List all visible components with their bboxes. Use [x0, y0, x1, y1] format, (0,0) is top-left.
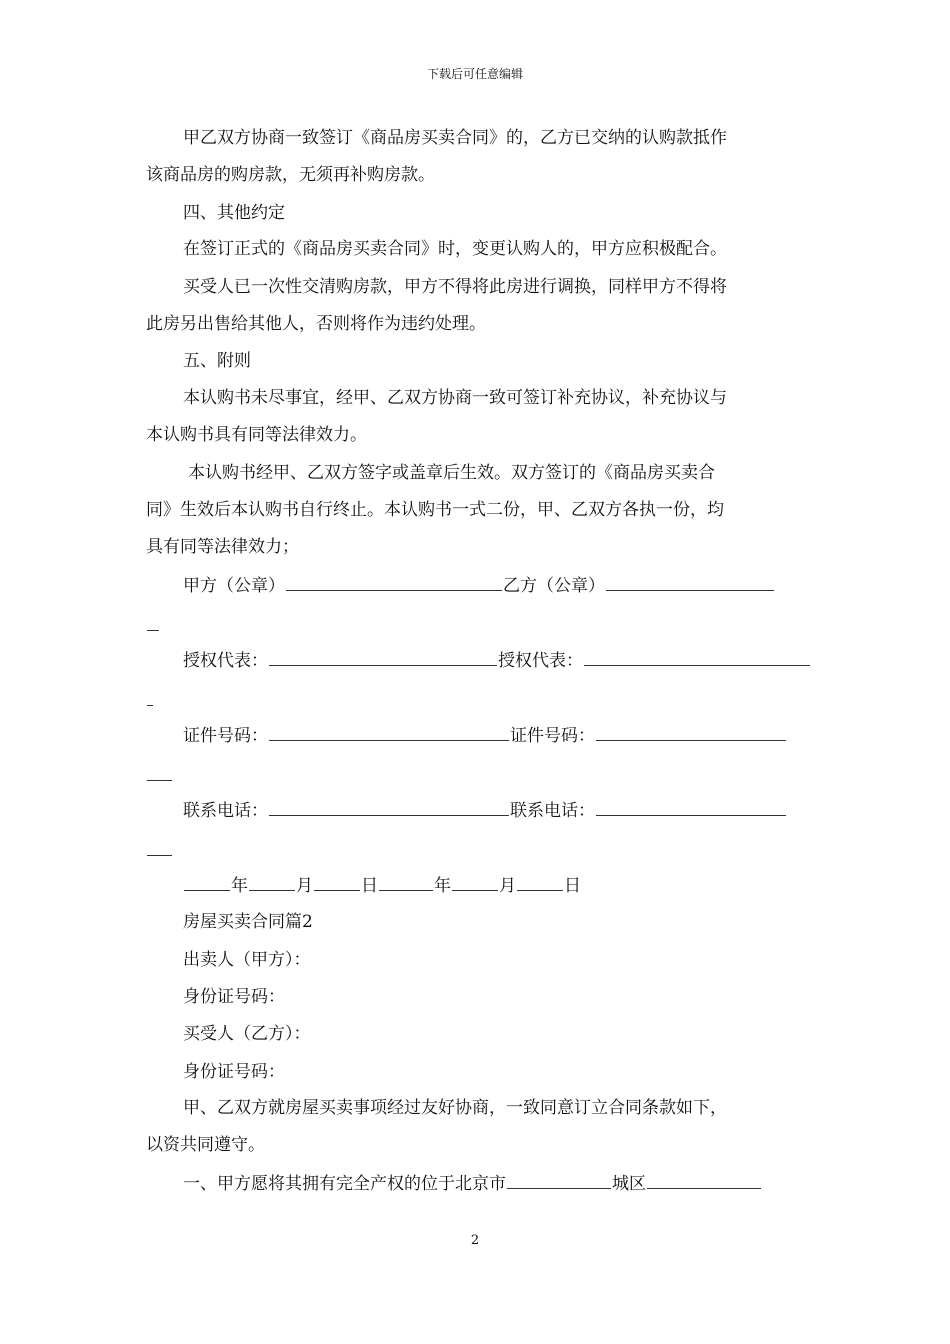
paragraph-line: 本认购书具有同等法律效力。: [146, 425, 367, 445]
buyer-id-label: 身份证号码：: [183, 1062, 285, 1082]
blank-overflow: [147, 613, 159, 631]
paragraph-line: 具有同等法律效力；: [146, 537, 299, 557]
id-b-blank[interactable]: [596, 723, 786, 741]
signature-row-overflow: [146, 688, 154, 712]
seller-id-label: 身份证号码：: [183, 987, 285, 1007]
signature-row-phone: [183, 798, 787, 822]
section-heading-4: 四、其他约定: [183, 203, 285, 223]
paragraph-line: 在签订正式的《商品房买卖合同》时，变更认购人的，甲方应积极配合。: [183, 239, 727, 259]
city-blank[interactable]: [507, 1171, 611, 1189]
month-a-blank[interactable]: [249, 873, 295, 891]
month-label: 月: [499, 876, 516, 896]
id-a-label: 证件号码：: [183, 726, 268, 746]
rep-b-label: 授权代表：: [498, 651, 583, 671]
buyer-label: 买受人（乙方）：: [183, 1024, 311, 1044]
year-b-blank[interactable]: [379, 873, 433, 891]
party-a-seal-label: 甲方（公章）: [183, 576, 285, 596]
phone-a-label: 联系电话：: [183, 801, 268, 821]
paragraph-line: 买受人已一次性交清购房款，甲方不得将此房进行调换，同样甲方不得将: [183, 277, 727, 297]
day-a-blank[interactable]: [314, 873, 360, 891]
month-b-blank[interactable]: [452, 873, 498, 891]
id-a-blank[interactable]: [269, 723, 509, 741]
paragraph-line: 本认购书未尽事宜，经甲、乙双方协商一致可签订补充协议，补充协议与: [183, 388, 727, 408]
day-label: 日: [564, 876, 581, 896]
signature-row-rep: [183, 648, 811, 672]
signature-row-overflow: [146, 613, 160, 637]
phone-b-label: 联系电话：: [510, 801, 595, 821]
year-label: 年: [434, 876, 451, 896]
blank-overflow: [147, 838, 172, 856]
paragraph-line: 本认购书经甲、乙双方签字或盖章后生效。双方签订的《商品房买卖合: [188, 463, 715, 483]
blank-overflow: [147, 763, 172, 781]
paragraph-line: 该商品房的购房款，无须再补购房款。: [146, 165, 435, 185]
rep-a-blank[interactable]: [269, 648, 497, 666]
rep-a-label: 授权代表：: [183, 651, 268, 671]
party-b-seal-label: 乙方（公章）: [503, 576, 605, 596]
signature-row-overflow: [146, 763, 173, 787]
month-label: 月: [296, 876, 313, 896]
signature-row-seal: [183, 573, 775, 597]
year-a-blank[interactable]: [184, 873, 230, 891]
party-b-seal-blank[interactable]: [606, 573, 774, 591]
section-heading-5: 五、附则: [183, 351, 251, 371]
day-b-blank[interactable]: [517, 873, 563, 891]
district-label: 城区: [612, 1174, 646, 1194]
blank-overflow: [147, 688, 153, 706]
paragraph-line: 甲、乙双方就房屋买卖事项经过友好协商，一致同意订立合同条款如下，: [183, 1098, 727, 1118]
clause-1-text: 一、甲方愿将其拥有完全产权的位于北京市: [183, 1174, 506, 1194]
phone-a-blank[interactable]: [269, 798, 509, 816]
seller-label: 出卖人（甲方）：: [183, 950, 311, 970]
paragraph-line: 同》生效后本认购书自行终止。本认购书一式二份，甲、乙双方各执一份，均: [146, 500, 724, 520]
page-header: 下载后可任意编辑: [426, 67, 523, 81]
id-b-label: 证件号码：: [510, 726, 595, 746]
phone-b-blank[interactable]: [596, 798, 786, 816]
party-a-seal-blank[interactable]: [286, 573, 502, 591]
paragraph-line: 此房另出售给其他人，否则将作为违约处理。: [146, 314, 486, 334]
signature-row-overflow: [146, 838, 173, 862]
date-row: [183, 873, 581, 897]
paragraph-line: 甲乙双方协商一致签订《商品房买卖合同》的，乙方已交纳的认购款抵作: [183, 128, 727, 148]
signature-row-id: [183, 723, 787, 747]
contract2-title: 房屋买卖合同篇2: [183, 912, 313, 932]
day-label: 日: [361, 876, 378, 896]
district-blank[interactable]: [647, 1171, 761, 1189]
rep-b-blank[interactable]: [584, 648, 810, 666]
paragraph-line: 以资共同遵守。: [146, 1135, 265, 1155]
year-label: 年: [231, 876, 248, 896]
clause-1-line: [183, 1171, 762, 1195]
page-number: 2: [470, 1233, 480, 1248]
